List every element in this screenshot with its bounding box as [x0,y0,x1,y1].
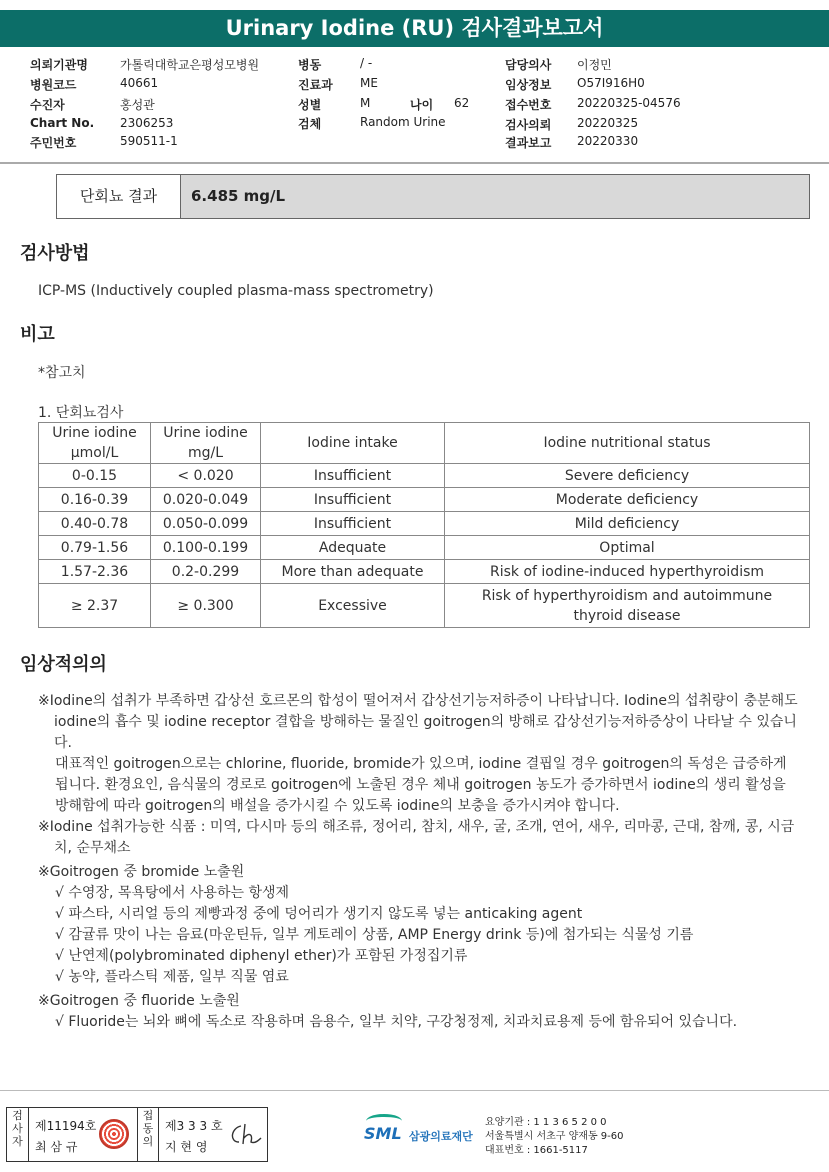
cell: Moderate deficiency [445,488,810,512]
clinical-paragraph: 대표적인 goitrogen으로는 chlorine, fluoride, bromide가 있으며, iodine 결핍일 경우 goitrogen의 독성은 급증하게 됩니다. 환경요인, 음식물의 경로로 goitrogen에 노출된 경우 체내 goitrogen 농도가 증가하면서 iodine의 생리 활성을 방해함에 따라 goitrogen의 배설을 증가시킬 수 있도록 iodine의 보충을 증가시켜야 합니다. [55,756,787,814]
id-value: 590511-1 [120,134,178,148]
sex-value: M [360,96,371,110]
cell-text: Risk of hyperthyroidism and autoimmune thyroid disease [481,587,773,624]
cell: 0-0.15 [39,464,151,488]
bromide-item: √ 파스타, 시리얼 등의 제빵과정 중에 덩어리가 생기지 않도록 넣는 anticaking agent [55,906,583,922]
table-title: 1. 단회뇨검사 [38,405,124,421]
inspector-number: 제11194호 [35,1119,97,1133]
confirmer-label: 접동의 [137,1108,159,1161]
cell: More than adequate [261,560,445,584]
specimen-label: 검체 [298,117,322,131]
doctor-label: 담당의사 [505,58,552,72]
result-box [56,174,810,219]
dept-label: 진료과 [298,78,333,92]
id-label: 주민번호 [30,136,77,150]
clinical-paragraph: ※Iodine의 섭취가 부족하면 갑상선 호르몬의 합성이 떨어져서 갑상선기능저하증이 나타납니다. Iodine의 섭취량이 충분해도 iodine의 흡수 및 iodine receptor 결합을 방해하는 물질인 goitrogen의 방해로 갑상선기능저하증상이 나타날 수 있습니다. [38,693,798,751]
food-sources: ※Iodine 섭취가능한 식품 : 미역, 다시마 등의 해조류, 정어리, 참치, 새우, 굴, 조개, 연어, 새우, 리마콩, 근대, 참깨, 콩, 시금치, 순무채소 [38,819,795,856]
col-header-umol [39,423,151,464]
bromide-item: √ 난연제(polybrominated diphenyl ether)가 포함된 가정집기류 [55,948,468,964]
bromide-item: √ 감귤류 맛이 나는 음료(마운틴듀, 일부 게토레이 상품, AMP Energy drink 등)에 첨가되는 식물성 기름 [55,927,694,943]
bromide-heading: ※Goitrogen 중 bromide 노출원 [38,864,245,880]
cell: 0.050-0.099 [151,512,261,536]
patient-label: 수진자 [30,98,65,112]
receipt-label: 접수번호 [505,98,552,112]
col-header-mg [151,423,261,464]
hospital-code-value: 40661 [120,76,159,90]
chart-label: Chart No. [30,116,95,130]
col-header-mg-text: Urine iodine mg/L [163,425,248,461]
official-seal-icon [99,1119,129,1149]
report-label: 결과보고 [505,136,552,150]
reference-table [38,422,810,628]
cell: Adequate [261,536,445,560]
cell: Insufficient [261,464,445,488]
footer-divider [0,1090,829,1091]
inspector-name: 최 삼 규 [35,1140,78,1154]
address-line: 서울특별시 서초구 양재동 9-60 [485,1131,624,1142]
clinical-heading: 임상적의의 [20,654,107,675]
cell: Insufficient [261,512,445,536]
fluoride-item: √ Fluoride는 뇌와 뼈에 독소로 작용하며 음용수, 일부 치약, 구강청정제, 치과치료용제 등에 함유되어 있습니다. [55,1014,738,1030]
table-row [39,488,810,512]
institution-label: 의뢰기관명 [30,58,88,72]
institution-number: 요양기관 : 1 1 3 6 5 2 0 0 [485,1117,607,1128]
method-heading: 검사방법 [20,243,90,264]
cell: Mild deficiency [445,512,810,536]
cell: 0.16-0.39 [39,488,151,512]
result-label: 단회뇨 결과 [57,175,181,218]
company-logo [364,1114,489,1154]
request-value: 20220325 [577,116,639,130]
clinical-significance [38,691,798,1033]
cell: Severe deficiency [445,464,810,488]
clinical-info-label: 임상정보 [505,78,552,92]
handwritten-signature-icon [227,1120,263,1148]
org-name: 삼광의료재단 [409,1130,473,1143]
col-header-intake: Iodine intake [261,423,445,464]
cell: Excessive [261,584,445,628]
clinical-info-value: O57I916H0 [577,76,645,90]
age-label: 나이 [410,98,434,112]
sex-label: 성별 [298,98,322,112]
result-value: 6.485 mg/L [181,175,809,218]
ward-value: / - [360,56,373,70]
cell: Optimal [445,536,810,560]
specimen-value: Random Urine [360,115,446,129]
bromide-item: √ 농약, 플라스틱 제품, 일부 직물 염료 [55,969,289,985]
table-row [39,464,810,488]
method-text: ICP-MS (Inductively coupled plasma-mass spectrometry) [38,283,434,299]
report-value: 20220330 [577,134,639,148]
phone-line: 대표번호 : 1661-5117 [485,1145,588,1156]
institution-value: 가톨릭대학교은평성모병원 [120,58,260,72]
age-value: 62 [454,96,470,110]
ward-label: 병동 [298,58,322,72]
header-info [0,52,829,160]
cell: Risk of iodine-induced hyperthyroidism [445,560,810,584]
table-row [39,584,810,628]
request-label: 검사의뢰 [505,118,552,132]
header-divider [0,162,829,164]
cell: ≥ 2.37 [39,584,151,628]
fluoride-heading: ※Goitrogen 중 fluoride 노출원 [38,993,240,1009]
logo-mark: SML [364,1124,402,1143]
cell: 0.100-0.199 [151,536,261,560]
cell: 0.020-0.049 [151,488,261,512]
table-row [39,512,810,536]
doctor-value: 이정민 [577,58,612,72]
dept-value: ME [360,76,378,90]
col-header-umol-text: Urine iodine μmol/L [52,425,137,461]
hospital-code-label: 병원코드 [30,78,77,92]
signature-box [6,1107,268,1162]
cell [445,584,810,628]
cell: < 0.020 [151,464,261,488]
cell: Insufficient [261,488,445,512]
reference-label: *참고치 [38,365,86,381]
cell: 0.79-1.56 [39,536,151,560]
receipt-value: 20220325-04576 [577,96,681,110]
cell: 0.2-0.299 [151,560,261,584]
report-title: Urinary Iodine (RU) 검사결과보고서 [0,10,829,47]
confirmer-name: 지 현 영 [165,1140,208,1154]
bromide-item: √ 수영장, 목욕탕에서 사용하는 항생제 [55,885,290,901]
confirmer-number: 제3 3 3 호 [165,1119,223,1133]
cell: 0.40-0.78 [39,512,151,536]
org-address [485,1116,624,1158]
inspector-label: 검사자 [7,1108,29,1161]
col-header-status: Iodine nutritional status [445,423,810,464]
table-header-row [39,423,810,464]
cell: ≥ 0.300 [151,584,261,628]
cell: 1.57-2.36 [39,560,151,584]
chart-value: 2306253 [120,116,174,130]
table-row [39,536,810,560]
remarks-heading: 비고 [20,324,55,345]
table-row [39,560,810,584]
patient-value: 홍성관 [120,98,155,112]
